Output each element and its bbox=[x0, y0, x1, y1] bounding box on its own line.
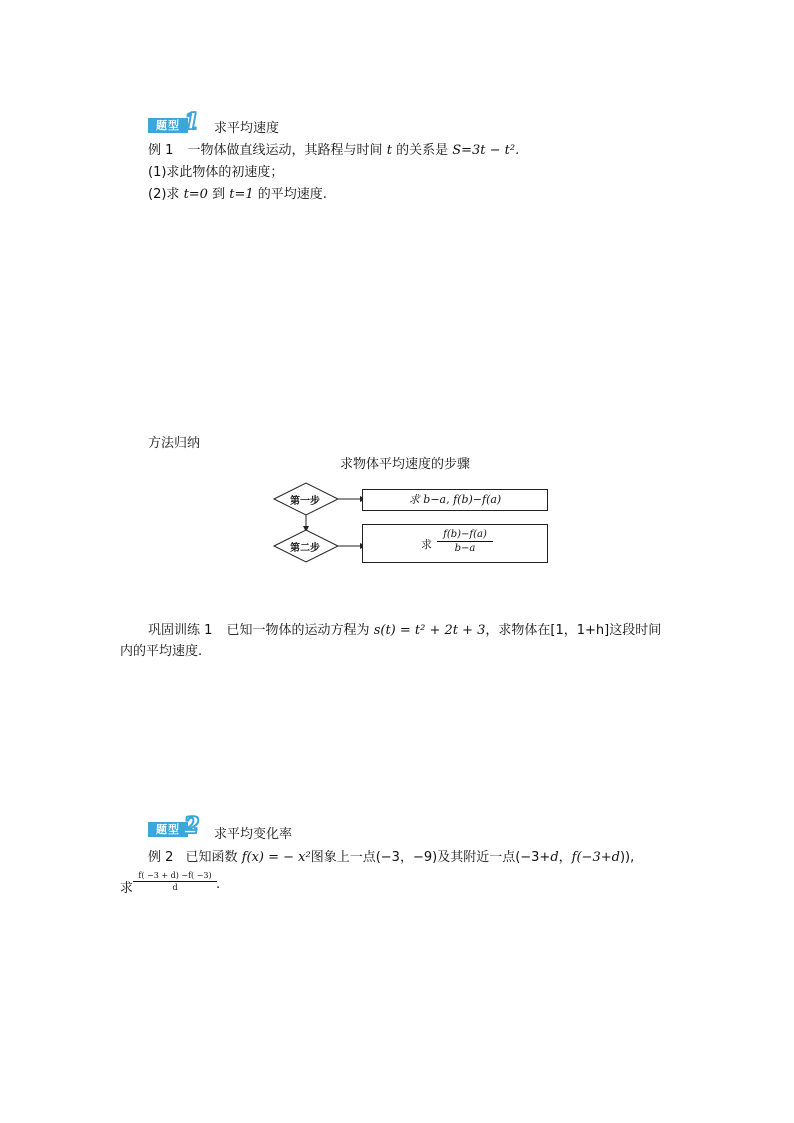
q2-prefix: (2)求 bbox=[148, 187, 180, 202]
example1-text2: 的关系是 bbox=[396, 143, 449, 158]
example2-frac-bot: d bbox=[172, 883, 178, 892]
section1-title: 求平均速度 bbox=[214, 121, 280, 136]
step2-label: 第二步 bbox=[290, 543, 320, 554]
section1-badge bbox=[148, 109, 206, 135]
exercise1-line2: 内的平均速度. bbox=[120, 644, 203, 659]
example2-func2: f(−3+ bbox=[571, 850, 612, 865]
question-2 bbox=[148, 183, 327, 202]
badge-number: 1 bbox=[184, 109, 200, 135]
step2-denominator: b−a bbox=[454, 543, 476, 554]
fraction-bar bbox=[133, 881, 217, 882]
example2-text3: ， bbox=[558, 850, 572, 865]
fraction-bar bbox=[437, 541, 493, 542]
step2-prefix: 求 bbox=[421, 538, 432, 551]
example2-text4: )), bbox=[619, 850, 635, 865]
example1-line bbox=[148, 139, 519, 158]
example2-func: f(x) = − x² bbox=[241, 850, 311, 865]
method-heading: 方法归纳 bbox=[148, 436, 201, 451]
step1-box bbox=[362, 489, 548, 511]
example1-formula: S=3t − t². bbox=[452, 143, 520, 158]
q2-a: t=0 bbox=[183, 187, 208, 202]
exercise1-text: 已知一物体的运动方程为 bbox=[226, 623, 370, 638]
flow-title: 求物体平均速度的步骤 bbox=[340, 457, 471, 472]
example1-var: t bbox=[386, 143, 392, 158]
badge-number: 2 bbox=[184, 813, 200, 839]
q2-b: t=1 bbox=[229, 187, 254, 202]
section2-badge bbox=[148, 813, 206, 839]
example2-fraction bbox=[133, 871, 217, 892]
step1-text: 求 b−a, f(b)−f(a) bbox=[408, 493, 502, 506]
example2-frac-top: f( −3 + d) −f( −3) bbox=[138, 871, 212, 880]
question-1: (1)求此物体的初速度； bbox=[148, 165, 284, 180]
exercise1-label: 巩固训练 1 bbox=[148, 623, 213, 638]
step2-box bbox=[362, 524, 548, 563]
example2-label: 例 2 bbox=[148, 850, 174, 865]
example1-label: 例 1 bbox=[148, 143, 174, 158]
section2-title: 求平均变化率 bbox=[214, 827, 293, 842]
example2-line1 bbox=[148, 846, 634, 865]
exercise1-line1 bbox=[148, 619, 661, 638]
badge-label: 题型 bbox=[148, 118, 188, 133]
q2-suffix: 的平均速度. bbox=[257, 187, 327, 202]
example2-text1: 已知函数 bbox=[185, 850, 238, 865]
example2-end: . bbox=[216, 877, 221, 892]
exercise1-formula: s(t) = t² + 2t + 3 bbox=[373, 623, 486, 638]
step2-numerator: f(b)−f(a) bbox=[443, 529, 487, 540]
example2-ask: 求 bbox=[120, 881, 134, 896]
exercise1-text2: ，求物体在[1，1+h]这段时间 bbox=[485, 623, 662, 638]
badge-label: 题型 bbox=[148, 822, 188, 837]
step2-fraction bbox=[437, 529, 493, 554]
example2-d2: d bbox=[611, 850, 620, 865]
example2-d1: d bbox=[550, 850, 559, 865]
step1-label: 第一步 bbox=[290, 496, 320, 507]
example1-text: 一物体做直线运动，其路程与时间 bbox=[187, 143, 383, 158]
example2-text2: 图象上一点(−3，−9)及其附近一点(−3+ bbox=[310, 850, 551, 865]
q2-mid: 到 bbox=[212, 187, 226, 202]
